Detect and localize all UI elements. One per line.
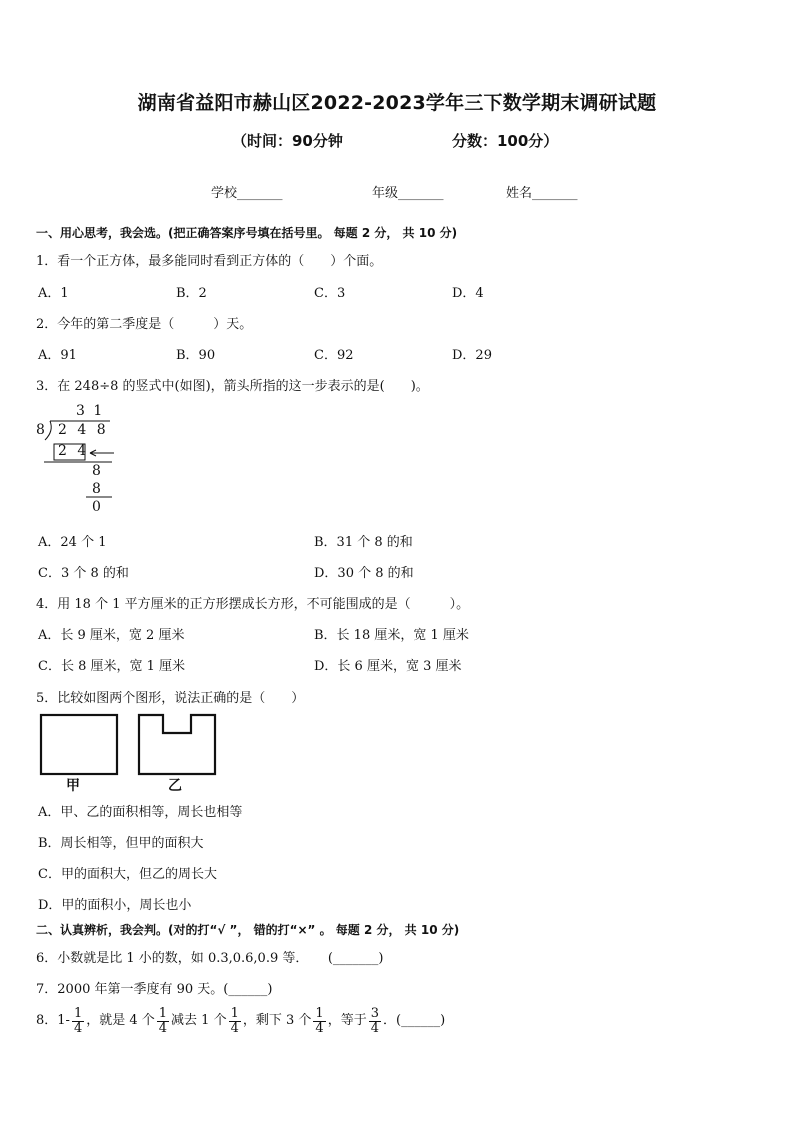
division-remainder: 0 xyxy=(92,499,101,515)
q1-option-c: C．3 xyxy=(314,286,346,301)
fraction-three-quarters xyxy=(369,1007,381,1036)
fraction-one-quarter xyxy=(157,1007,169,1036)
q5-option-b: B．周长相等，但甲的面积大 xyxy=(38,836,204,851)
fraction-numerator: 1 xyxy=(315,1005,324,1021)
fraction-numerator: 3 xyxy=(370,1005,379,1021)
long-division-figure xyxy=(30,400,130,520)
section2-heading: 二、认真辨析，我会判。(对的打“√ ”， 错的打“×” 。 每题 2 分， 共 10 分) xyxy=(36,923,460,937)
q8-suffix: ．(______) xyxy=(383,1013,446,1028)
q2-option-d: D．29 xyxy=(452,348,492,363)
q1-option-b: B．2 xyxy=(176,286,207,301)
q8-part-3: ，剩下 3 个 xyxy=(242,1013,312,1028)
question-3: 3．在 248÷8 的竖式中(如图)，箭头所指的这一步表示的是( )。 xyxy=(36,379,429,394)
division-step-2: 8 xyxy=(92,463,101,479)
exam-score: 分数：100分） xyxy=(452,132,559,150)
q2-option-a: A．91 xyxy=(38,348,77,363)
question-5: 5．比较如图两个图形，说法正确的是（ ） xyxy=(36,691,305,706)
q5-option-d: D．甲的面积小，周长也小 xyxy=(38,898,192,913)
fraction-denominator: 4 xyxy=(315,1020,324,1036)
q8-part-2: 减去 1 个 xyxy=(171,1013,227,1028)
division-step-boxed: 2 4 xyxy=(58,443,90,459)
question-7: 7．2000 年第一季度有 90 天。(______) xyxy=(36,982,273,997)
shape-yi-label: 乙 xyxy=(168,778,182,794)
fraction-numerator: 1 xyxy=(73,1005,83,1021)
exam-time: （时间：90分钟 xyxy=(232,132,343,150)
q5-option-a: A．甲、乙的面积相等，周长也相等 xyxy=(38,805,243,820)
question-4: 4．用 18 个 1 平方厘米的正方形摆成长方形，不可能围成的是（ ）。 xyxy=(36,597,470,612)
division-quotient: 3 1 xyxy=(76,403,105,419)
q1-option-d: D．4 xyxy=(452,286,484,301)
section1-heading: 一、用心思考，我会选。(把正确答案序号填在括号里。 每题 2 分， 共 10 分) xyxy=(36,226,458,240)
q2-option-c: C．92 xyxy=(314,348,354,363)
q4-option-b: B．长 18 厘米，宽 1 厘米 xyxy=(314,628,469,643)
grade-field: 年级_______ xyxy=(372,186,444,201)
fraction-numerator: 1 xyxy=(158,1005,168,1021)
question-6: 6．小数就是比 1 小的数，如 0.3,0.6,0.9 等． (_______) xyxy=(36,951,384,966)
division-divisor: 8 xyxy=(36,422,45,438)
question-8 xyxy=(36,1003,445,1040)
q4-option-a: A．长 9 厘米，宽 2 厘米 xyxy=(38,628,185,643)
fraction-denominator: 4 xyxy=(158,1020,168,1036)
fraction-one-quarter xyxy=(313,1007,325,1036)
q3-option-a: A．24 个 1 xyxy=(38,535,107,550)
q4-option-c: C．长 8 厘米，宽 1 厘米 xyxy=(38,659,186,674)
shape-yi-notched xyxy=(139,715,215,774)
fraction-one-quarter xyxy=(229,1007,241,1036)
page-title: 湖南省益阳市赫山区2022-2023学年三下数学期末调研试题 xyxy=(137,92,657,114)
fraction-denominator: 4 xyxy=(230,1020,239,1036)
q3-option-b: B．31 个 8 的和 xyxy=(314,535,413,550)
shape-jia-rect xyxy=(41,715,117,774)
shapes-figure xyxy=(38,712,238,794)
division-step-3: 8 xyxy=(92,481,101,497)
shapes-drawing xyxy=(38,712,238,778)
q8-prefix: 8．1- xyxy=(36,1013,70,1028)
q3-option-c: C．3 个 8 的和 xyxy=(38,566,129,581)
q2-option-b: B．90 xyxy=(176,348,216,363)
q4-option-d: D．长 6 厘米，宽 3 厘米 xyxy=(314,659,462,674)
fraction-numerator: 1 xyxy=(230,1005,239,1021)
q5-option-c: C．甲的面积大，但乙的周长大 xyxy=(38,867,217,882)
shape-jia-label: 甲 xyxy=(66,778,80,794)
q1-option-a: A．1 xyxy=(38,286,69,301)
fraction-one-quarter xyxy=(72,1007,84,1036)
q8-part-1: ，就是 4 个 xyxy=(86,1013,155,1028)
division-dividend: 2 4 8 xyxy=(58,422,109,438)
school-field: 学校_______ xyxy=(211,186,283,201)
fraction-denominator: 4 xyxy=(73,1020,83,1036)
question-2: 2．今年的第二季度是（ ）天。 xyxy=(36,317,253,332)
q3-option-d: D．30 个 8 的和 xyxy=(314,566,414,581)
q8-part-4: ，等于 xyxy=(327,1013,367,1028)
question-1: 1．看一个正方体，最多能同时看到正方体的（ ）个面。 xyxy=(36,254,383,269)
fraction-denominator: 4 xyxy=(370,1020,379,1036)
name-field: 姓名_______ xyxy=(506,186,578,201)
